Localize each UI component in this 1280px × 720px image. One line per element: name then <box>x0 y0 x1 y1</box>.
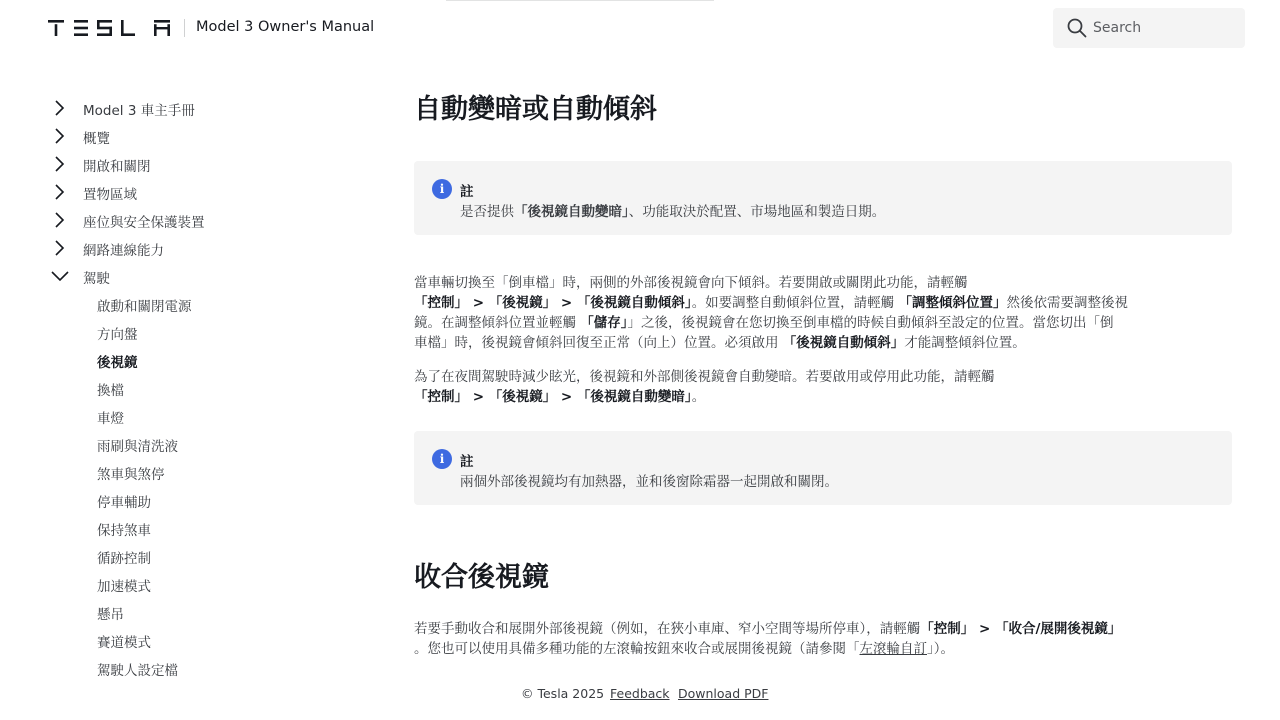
menu-path: 「調整傾斜位置」 <box>898 295 1007 311</box>
chevron-right-icon <box>50 182 70 202</box>
menu-path: 「控制」 > 「後視鏡」 > 「後視鏡自動傾斜」 <box>414 295 692 311</box>
sidebar-subitem-label: 駕駛人設定檔 <box>97 663 178 679</box>
site-footer <box>0 684 1280 704</box>
top-bar-line <box>446 0 714 1</box>
paragraph-line: 為了在夜間駕駛時減少眩光，後視鏡和外部側後視鏡會自動變暗。若要啟用或停用此功能，請輕觸 <box>414 369 995 385</box>
menu-path: 「後視鏡自動傾斜」 <box>782 335 905 351</box>
main-content <box>414 90 1232 670</box>
paragraph-auto-dim <box>414 367 1154 407</box>
sidebar-subitem-label: 停車輔助 <box>97 495 151 511</box>
chevron-right-icon <box>50 154 70 174</box>
sidebar-subitem-label: 啟動和關閉電源 <box>97 299 192 315</box>
note-box <box>414 161 1232 235</box>
header-divider <box>184 19 185 37</box>
note-title: 註 <box>460 454 474 470</box>
manual-title[interactable]: Model 3 Owner's Manual <box>196 19 375 35</box>
sidebar-subitem-lights[interactable] <box>40 402 360 430</box>
section-title-fold-mirrors: 收合後視鏡 <box>414 562 549 593</box>
sidebar-subitem-label: 懸吊 <box>97 607 124 623</box>
sidebar-item-label: 座位與安全保護裝置 <box>83 215 205 231</box>
text-run: 然後依需要調整後視 <box>1006 295 1128 311</box>
menu-path: 「控制」 > 「收合/展開後視鏡」 <box>920 621 1122 637</box>
info-icon: i <box>432 179 452 199</box>
sidebar-subitem-wipers[interactable] <box>40 430 360 458</box>
paragraph-auto-tilt <box>414 273 1154 353</box>
tesla-logo[interactable] <box>48 20 170 36</box>
text-run: 才能調整傾斜位置。 <box>904 335 1026 351</box>
search-input[interactable] <box>1093 8 1239 48</box>
sidebar-subitem-brakes[interactable] <box>40 458 360 486</box>
sidebar-subitem-track-mode[interactable] <box>40 626 360 654</box>
menu-path: 「控制」 > 「後視鏡」 > 「後視鏡自動變暗」 <box>414 389 692 405</box>
text-run: 。您也可以使用具備多種功能的左滾輪按鈕來收合或展開後視鏡（請參閱「 <box>414 641 860 657</box>
note-box <box>414 431 1232 505</box>
sidebar-item-model3-manual[interactable] <box>40 94 360 122</box>
search-icon <box>1066 17 1088 39</box>
paragraph-line <box>414 293 1154 313</box>
note-text-part: 、功能取決於配置、市場地區和製造日期。 <box>628 204 886 220</box>
chevron-right-icon <box>50 238 70 258</box>
text-run: 」之後，後視鏡會在您切換至倒車檔的時候自動傾斜至設定的位置。當您切出「倒 <box>627 315 1114 331</box>
sidebar-subitem-label: 保持煞車 <box>97 523 151 539</box>
chevron-down-icon <box>50 266 70 286</box>
sidebar-item-label: 駕駛 <box>83 271 110 287</box>
paragraph-line <box>414 333 1154 353</box>
sidebar-subitem-traction[interactable] <box>40 542 360 570</box>
sidebar-subitem-power[interactable] <box>40 290 360 318</box>
text-run: 。如要調整自動傾斜位置，請輕觸 <box>691 295 899 311</box>
sidebar-subitem-label: 賽道模式 <box>97 635 151 651</box>
site-header <box>0 0 1280 58</box>
copyright: © Tesla 2025 <box>521 686 605 701</box>
sidebar-item-driving[interactable] <box>40 262 360 290</box>
chevron-right-icon <box>50 126 70 146</box>
sidebar-subitem-label: 加速模式 <box>97 579 151 595</box>
note-text-part: 是否提供 <box>460 204 514 220</box>
sidebar-item-connectivity[interactable] <box>40 234 360 262</box>
sidebar-subitem-park-assist[interactable] <box>40 486 360 514</box>
sidebar-subitem-shifting[interactable] <box>40 374 360 402</box>
sidebar-subitem-vehicle-hold[interactable] <box>40 514 360 542</box>
sidebar-subitem-driver-profiles[interactable] <box>40 654 360 682</box>
sidebar-item-label: 開啟和關閉 <box>83 159 151 175</box>
text-run: 。 <box>691 389 706 405</box>
paragraph-line <box>414 387 1154 407</box>
paragraph-line <box>414 619 1154 639</box>
sidebar-subitem-steering[interactable] <box>40 318 360 346</box>
search-box[interactable] <box>1053 8 1245 48</box>
note-text: 兩個外部後視鏡均有加熱器，並和後窗除霜器一起開啟和關閉。 <box>460 474 838 490</box>
section-title-auto-dim-tilt: 自動變暗或自動傾斜 <box>414 94 657 125</box>
paragraph-line <box>414 313 1154 333</box>
sidebar-subitem-mirrors[interactable] <box>40 346 360 374</box>
paragraph-fold-mirrors <box>414 619 1154 659</box>
sidebar-item-opening-closing[interactable] <box>40 150 360 178</box>
download-pdf-link[interactable]: Download PDF <box>678 686 769 701</box>
paragraph-line <box>414 639 1154 659</box>
text-run: 」）。 <box>927 641 954 657</box>
sidebar-subitem-label: 車燈 <box>97 411 124 427</box>
note-text-bold: 「後視鏡自動變暗」 <box>514 204 629 220</box>
sidebar-item-label: 概覽 <box>83 131 110 147</box>
text-run: 若要手動收合和展開外部後視鏡（例如，在狹小車庫、窄小空間等場所停車），請輕觸 <box>414 621 921 637</box>
sidebar-item-storage[interactable] <box>40 178 360 206</box>
sidebar-item-overview[interactable] <box>40 122 360 150</box>
info-icon: i <box>432 449 452 469</box>
sidebar-item-label: 網路連線能力 <box>83 243 164 259</box>
feedback-link[interactable]: Feedback <box>610 686 670 701</box>
note-title: 註 <box>460 184 474 200</box>
sidebar-subitem-label: 後視鏡 <box>97 355 138 371</box>
sidebar-nav <box>40 94 360 679</box>
sidebar-subitem-suspension[interactable] <box>40 598 360 626</box>
text-run: 車檔」時，後視鏡會傾斜回復至正常（向上）位置。必須啟用 <box>414 335 783 351</box>
note-text <box>460 200 885 220</box>
chevron-right-icon <box>50 210 70 230</box>
menu-path: 「儲存」 <box>580 315 628 331</box>
text-run: 鏡。在調整傾斜位置並輕觸 <box>414 315 581 331</box>
sidebar-subitem-label: 方向盤 <box>97 327 138 343</box>
sidebar-subitem-label: 煞車與煞停 <box>97 467 165 483</box>
chevron-right-icon <box>50 98 70 118</box>
sidebar-item-seating-safety[interactable] <box>40 206 360 234</box>
sidebar-subitem-acceleration[interactable] <box>40 570 360 598</box>
sidebar-subitem-label: 循跡控制 <box>97 551 151 567</box>
sidebar-subitem-label: 雨刷與清洗液 <box>97 439 178 455</box>
sidebar-item-label: Model 3 車主手冊 <box>83 103 195 119</box>
left-scroll-customize-link[interactable]: 左滾輪自訂 <box>859 641 927 657</box>
sidebar-subitem-label: 換檔 <box>97 383 124 399</box>
sidebar-item-label: 置物區域 <box>83 187 137 203</box>
paragraph-line: 當車輛切換至「倒車檔」時，兩側的外部後視鏡會向下傾斜。若要開啟或關閉此功能，請輕觸 <box>414 275 968 291</box>
